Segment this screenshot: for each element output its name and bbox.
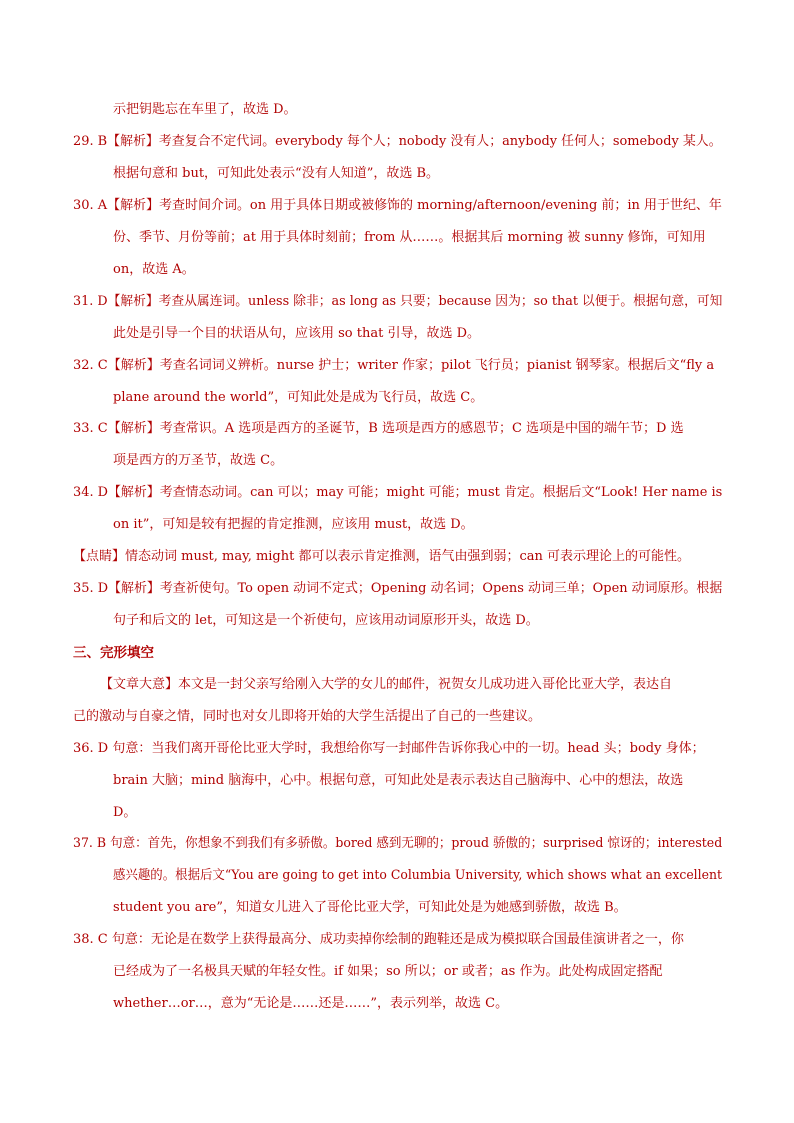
answer-33: 33. C【解析】考查常识。A 选项是西方的圣诞节，B 选项是西方的感恩节；C 选项是中国的端午节；D 选 — [73, 421, 684, 436]
text-line: 项是西方的万圣节，故选 C。 — [113, 453, 284, 468]
section-heading: 三、完形填空 — [73, 645, 154, 661]
text-line: 根据句意和 but，可知此处表示“没有人知道”，故选 B。 — [113, 166, 440, 181]
text-line: student you are”，知道女儿进入了哥伦比亚大学，可知此处是为她感到骄傲，故选 B。 — [113, 900, 627, 915]
summary-line: 【文章大意】本文是一封父亲写给刚入大学的女儿的邮件，祝贺女儿成功进入哥伦比亚大学，表达自 — [100, 677, 673, 692]
answer-38: 38. C 句意：无论是在数学上获得最高分、成功卖掉你绘制的跑鞋还是成为模拟联合国最佳演讲者之一，你 — [73, 932, 684, 947]
text-line: on it”，可知是较有把握的肯定推测，应该用 must，故选 D。 — [113, 517, 474, 532]
text-line: brain 大脑；mind 脑海中，心中。根据句意，可知此处是表示表达自己脑海中、心中的想法，故选 — [113, 773, 684, 788]
answer-36: 36. D 句意：当我们离开哥伦比亚大学时，我想给你写一封邮件告诉你我心中的一切。head 头；body 身体； — [73, 741, 705, 756]
answer-32: 32. C【解析】考查名词词义辨析。nurse 护士；writer 作家；pilot 飞行员；pianist 钢琴家。根据后文“fly a — [73, 358, 715, 373]
answer-37: 37. B 句意：首先，你想象不到我们有多骄傲。bored 感到无聊的；proud 骄傲的；surprised 惊讶的；interested — [73, 836, 723, 851]
text-line: 示把钥匙忘在车里了，故选 D。 — [113, 102, 297, 117]
answer-35: 35. D【解析】考查祈使句。To open 动词不定式；Opening 动名词；Opens 动词三单；Open 动词原形。根据 — [73, 581, 723, 596]
answer-30: 30. A【解析】考查时间介词。on 用于具体日期或被修饰的 morning/afternoon/evening 前；in 用于世纪、年 — [73, 198, 722, 213]
text-line: on，故选 A。 — [113, 262, 195, 277]
text-line: D。 — [113, 805, 137, 820]
text-line: whether…or…，意为“无论是……还是……”，表示列举，故选 C。 — [113, 996, 509, 1011]
answer-29: 29. B【解析】考查复合不定代词。everybody 每个人；nobody 没有人；anybody 任何人；somebody 某人。 — [73, 134, 722, 149]
text-line: 此处是引导一个目的状语从句，应该用 so that 引导，故选 D。 — [113, 326, 481, 341]
answer-31: 31. D【解析】考查从属连词。unless 除非；as long as 只要；because 因为；so that 以便于。根据句意，可知 — [73, 294, 723, 309]
text-line: 己的激动与自豪之情，同时也对女儿即将开始的大学生活提出了自己的一些建议。 — [73, 709, 542, 724]
note-line: 【点睛】情态动词 must, may, might 都可以表示肯定推测，语气由强到弱；can 可表示理论上的可能性。 — [73, 549, 691, 564]
text-line: 已经成为了一名极具天赋的年轻女性。if 如果；so 所以；or 或者；as 作为。此处构成固定搭配 — [113, 964, 663, 979]
text-line: 份、季节、月份等前；at 用于具体时刻前；from 从……。根据其后 morning 被 sunny 修饰，可知用 — [113, 230, 706, 245]
text-line: 句子和后文的 let，可知这是一个祈使句，应该用动词原形开头，故选 D。 — [113, 613, 539, 628]
text-line: 感兴趣的。根据后文“You are going to get into Columbia University, which shows what an excellent — [113, 868, 722, 883]
answer-34: 34. D【解析】考查情态动词。can 可以；may 可能；might 可能；must 肯定。根据后文“Look! Her name is — [73, 485, 723, 500]
text-line: plane around the world”，可知此处是成为飞行员，故选 C。 — [113, 390, 484, 405]
